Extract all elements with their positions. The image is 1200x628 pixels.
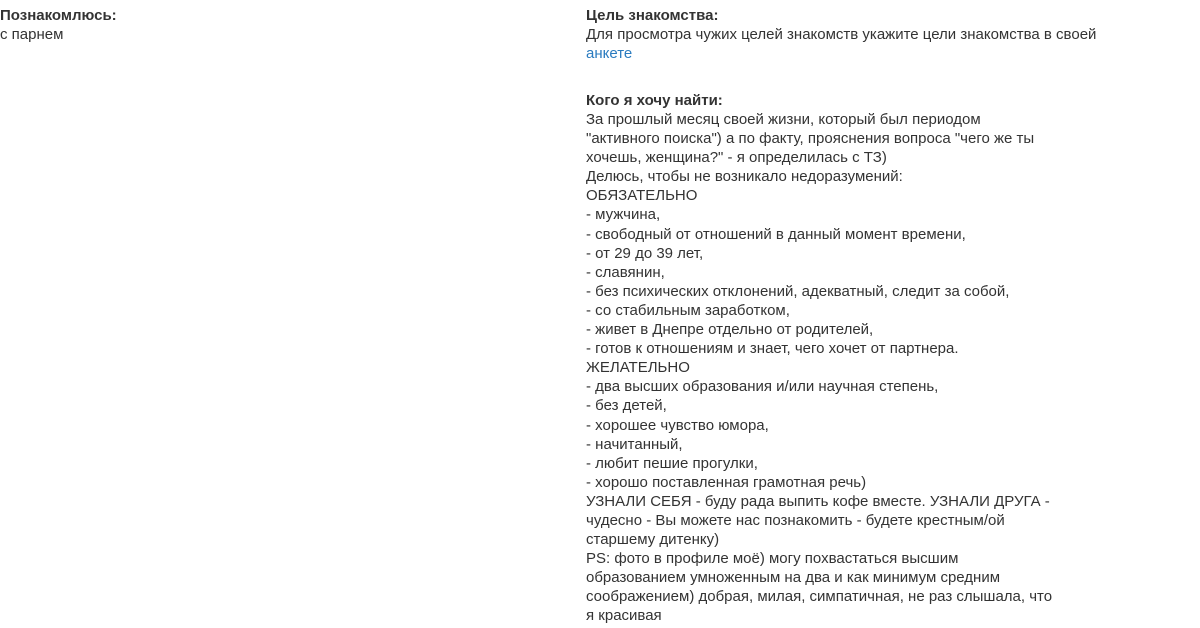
description-line: - без детей, (586, 397, 667, 415)
description-line: - свободный от отношений в данный момент времени, (586, 225, 966, 243)
profile-link[interactable]: анкете (586, 45, 633, 62)
goal-field (586, 6, 1146, 63)
meet-label: Познакомлюсь: (0, 7, 117, 24)
description-line: - любит пешие прогулки, (586, 454, 758, 472)
description-line: Делюсь, чтобы не возникало недоразумений: (586, 168, 903, 186)
description-line: - хорошее чувство юмора, (586, 416, 769, 434)
goal-value (586, 25, 1146, 63)
description-line: чудесно - Вы можете нас познакомить - будете крестным/ой (586, 511, 1005, 529)
description-line: - два высших образования и/или научная степень, (586, 378, 939, 396)
description-line: образованием умноженным на два и как минимум средним (586, 569, 1001, 587)
description-line: соображением) добрая, милая, симпатичная, не раз слышала, что (586, 588, 1053, 606)
seeking-label: Кого я хочу найти: (586, 92, 723, 109)
meet-value: с парнем (0, 26, 64, 43)
seeking-description (586, 110, 1146, 626)
description-line: - со стабильным заработком, (586, 301, 790, 319)
description-line: старшему дитенку) (586, 531, 720, 549)
description-line: - без психических отклонений, адекватный, следит за собой, (586, 282, 1010, 300)
description-line: - славянин, (586, 263, 665, 281)
description-line: - живет в Днепре отдельно от родителей, (586, 321, 874, 339)
description-line: я красивая (586, 607, 662, 625)
description-line: хочешь, женщина?" - я определилась с ТЗ) (586, 149, 887, 167)
description-line: - мужчина, (586, 206, 661, 224)
goal-label: Цель знакомства: (586, 7, 719, 24)
description-line: За прошлый месяц своей жизни, который был периодом (586, 111, 981, 128)
description-line: - готов к отношениям и знает, чего хочет от партнера. (586, 340, 959, 358)
description-line: - начитанный, (586, 435, 683, 453)
description-line: "активного поиска") а по факту, прояснения вопроса "чего же ты (586, 130, 1035, 148)
description-line: - от 29 до 39 лет, (586, 244, 704, 262)
description-line: УЗНАЛИ СЕБЯ - буду рада выпить кофе вместе. УЗНАЛИ ДРУГА - (586, 492, 1050, 510)
goal-text: Для просмотра чужих целей знакомств укажите цели знакомства в своей (586, 26, 1097, 43)
description-line: - хорошо поставленная грамотная речь) (586, 473, 867, 491)
description-line: PS: фото в профиле моё) могу похвастаться высшим (586, 550, 959, 568)
left-column (0, 6, 540, 44)
description-line: ЖЕЛАТЕЛЬНО (586, 359, 690, 377)
seeking-field (586, 91, 1146, 626)
right-column (586, 6, 1146, 626)
meet-field (0, 6, 540, 44)
description-line: ОБЯЗАТЕЛЬНО (586, 187, 698, 205)
